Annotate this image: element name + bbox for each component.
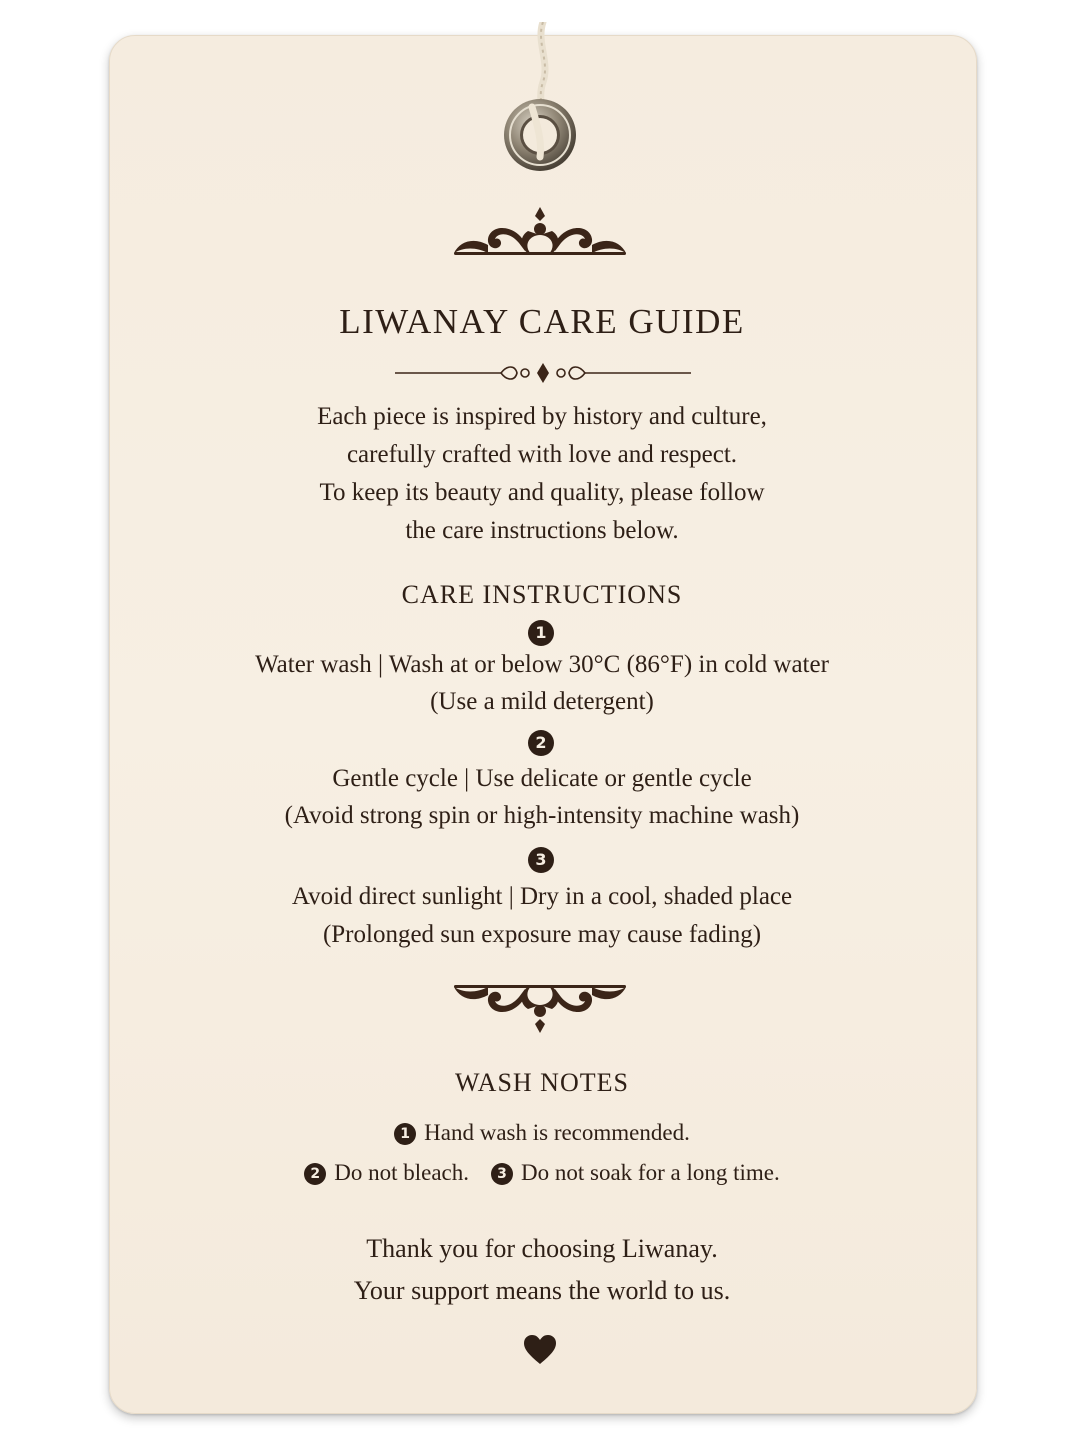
wash-note-row	[109, 1120, 975, 1146]
step-number-badge: 2	[528, 730, 554, 756]
intro-line: carefully crafted with love and respect.	[346, 441, 738, 468]
intro-text	[109, 398, 975, 550]
care-item-line: Water wash | Wash at or below 30°C (86°F) in cold water	[255, 651, 829, 678]
thanks-line: Thank you for choosing Liwanay.	[366, 1234, 718, 1263]
flourish-ornament-icon	[452, 975, 628, 1035]
step-number-badge: 1	[528, 620, 554, 646]
care-instructions-heading: CARE INSTRUCTIONS	[401, 580, 683, 609]
note-number-badge: 3	[491, 1163, 513, 1185]
care-item-note: (Use a mild detergent)	[430, 688, 654, 715]
wash-note-text: Do not soak for a long time.	[521, 1160, 780, 1185]
wash-note-row	[109, 1160, 975, 1186]
note-number-badge: 2	[304, 1163, 326, 1185]
wash-note-text: Hand wash is recommended.	[424, 1120, 690, 1145]
intro-line: To keep its beauty and quality, please follow	[319, 479, 765, 506]
intro-line: Each piece is inspired by history and culture,	[317, 403, 767, 430]
care-item-line: Avoid direct sunlight | Dry in a cool, shaded place	[291, 883, 793, 910]
care-item-note: (Prolonged sun exposure may cause fading)	[322, 921, 762, 948]
heart-icon	[524, 1335, 556, 1365]
wash-notes-heading: WASH NOTES	[455, 1068, 629, 1097]
note-number-badge: 1	[394, 1123, 416, 1145]
flourish-ornament-icon	[452, 205, 628, 265]
intro-line: the care instructions below.	[405, 517, 679, 544]
care-item-line: Gentle cycle | Use delicate or gentle cycle	[332, 765, 752, 792]
scroll-divider-icon	[393, 360, 693, 386]
thank-you-message	[109, 1228, 975, 1312]
page-title: LIWANAY CARE GUIDE	[339, 302, 745, 341]
grommet-icon	[502, 97, 578, 173]
step-number-badge: 3	[528, 847, 554, 873]
care-item-note: (Avoid strong spin or high-intensity machine wash)	[284, 802, 800, 829]
wash-note-text: Do not bleach.	[334, 1160, 470, 1185]
thanks-line: Your support means the world to us.	[353, 1276, 731, 1305]
